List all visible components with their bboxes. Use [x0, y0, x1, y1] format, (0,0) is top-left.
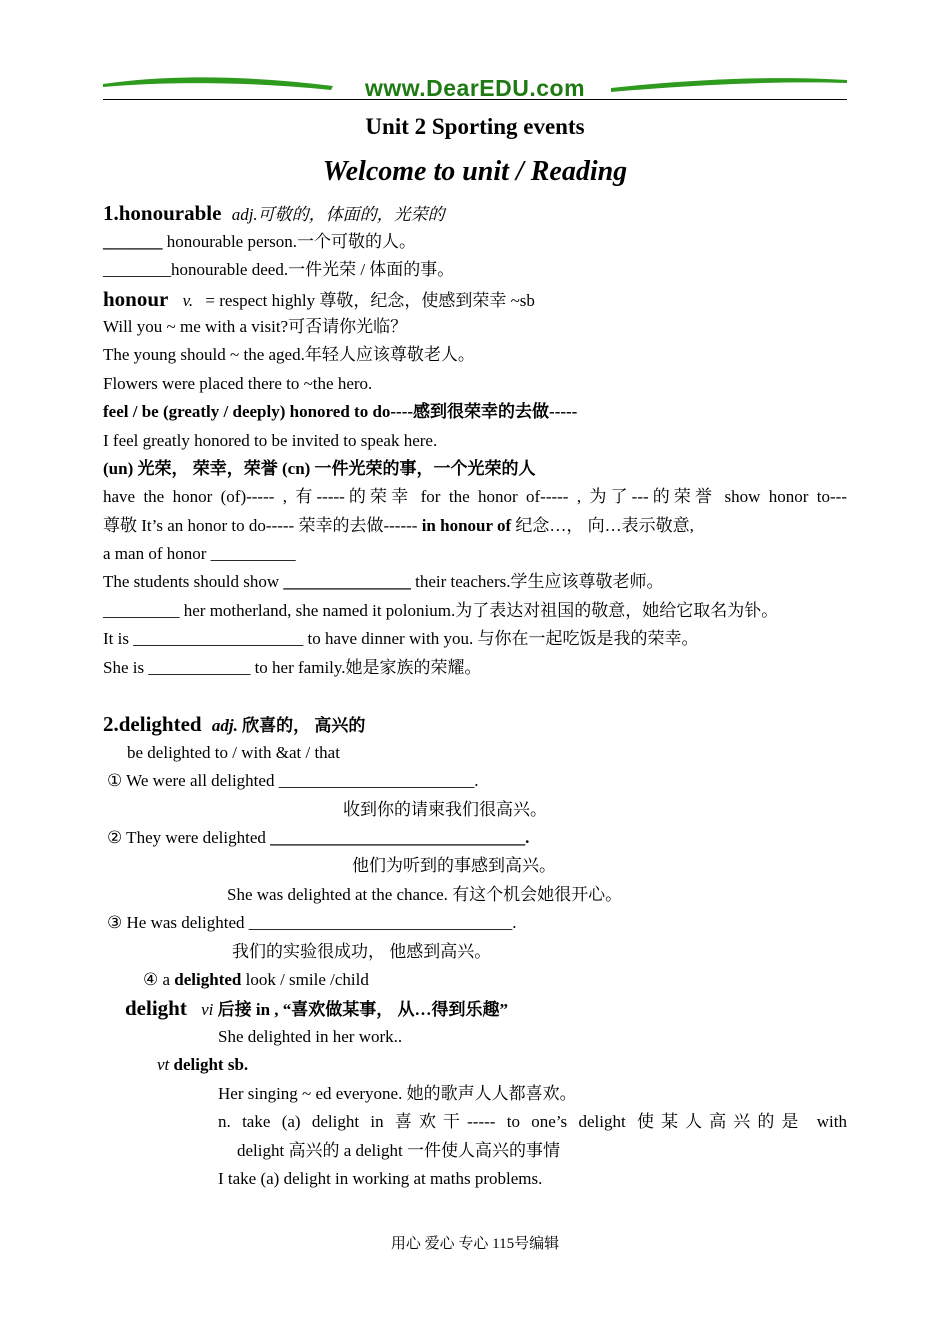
part-of-speech: vi: [201, 1000, 214, 1019]
translation-line: 他们为听到的事感到高兴。: [352, 856, 556, 875]
example-line: ________honourable deed.一件光荣 / 体面的事。: [103, 260, 455, 279]
example-line: Will you ~ me with a visit?可否请你光临？: [103, 317, 408, 336]
phrase-text: 尊敬 It’s an honor to do----- 荣幸的去做------: [103, 516, 422, 535]
exercise-line: She is ____________ to her family.她是家族的荣耀。: [103, 658, 482, 677]
example-line: Flowers were placed there to ~the hero.: [103, 374, 373, 393]
site-logo[interactable]: www.DearEDU.com: [364, 75, 586, 101]
page-footer: 用心 爱心 专心 115号编辑: [390, 1236, 560, 1252]
exercise-text: their teachers.学生应该尊敬老师。: [410, 572, 664, 591]
headword: honour: [103, 287, 169, 311]
phrase-line: feel / be (greatly / deeply) honored to do----感到很荣幸的去做-----: [103, 402, 578, 421]
example-line: [143, 968, 369, 992]
exercise-line: [107, 826, 529, 850]
example-line: I take (a) delight in working at maths problems.: [218, 1169, 543, 1188]
definition: 欣喜的， 高兴的: [237, 716, 366, 735]
usage-text: delight sb.: [169, 1055, 249, 1074]
blank: _______________: [283, 572, 411, 591]
translation-line: 收到你的请柬我们很高兴。: [343, 800, 547, 819]
headword: delight: [125, 996, 187, 1020]
headword: 1.honourable: [103, 201, 222, 225]
blank: _______: [103, 232, 163, 251]
part-of-speech: adj.可敬的，体面的，光荣的: [231, 205, 445, 224]
honour-heading: [103, 287, 535, 313]
usage-line: be delighted to / with &at / that: [127, 743, 340, 762]
example-line: The young should ~ the aged.年轻人应该尊敬老人。: [103, 345, 475, 364]
header-divider: [103, 99, 847, 100]
example-line: She was delighted at the chance. 有这个机会她很开心。: [227, 885, 623, 904]
phrase-line: [103, 514, 694, 538]
exercise-line: It is ____________________ to have dinner with you. 与你在一起吃饭是我的荣幸。: [103, 629, 699, 648]
section1-heading: [103, 201, 445, 227]
usage-line: [157, 1053, 248, 1077]
page-subtitle: Welcome to unit / Reading: [322, 156, 628, 187]
phrase-bold: in honour of: [421, 516, 512, 535]
phrase-line: delight 高兴的 a delight 一件使人高兴的事情: [237, 1141, 560, 1160]
example-text: honourable person.一个可敬的人。: [162, 232, 417, 251]
exercise-text: ② They were delighted: [107, 828, 271, 847]
part-of-speech: v.: [182, 291, 194, 310]
headword: 2.delighted: [103, 712, 202, 736]
example-text: ④ a: [143, 970, 175, 989]
noun-usage-line: (un) 光荣， 荣幸，荣誉 (cn) 一件光荣的事，一个光荣的人: [103, 459, 536, 478]
exercise-line: ③ He was delighted _______________________________.: [107, 913, 517, 932]
exercise-line: [103, 570, 663, 594]
part-of-speech: vt: [157, 1055, 170, 1074]
example-bold: delighted: [174, 970, 242, 989]
page-title: Unit 2 Sporting events: [365, 114, 585, 139]
delight-heading: [125, 996, 508, 1022]
phrase-line: n. take (a) delight in 喜欢干----- to one’s delight 使某人高兴的是 with: [218, 1112, 847, 1131]
definition: 后接 in , “喜欢做某事， 从…得到乐趣”: [213, 1000, 509, 1019]
blank: ______________________________.: [270, 828, 530, 847]
exercise-line: ① We were all delighted _______________________.: [107, 771, 479, 790]
exercise-text: The students should show: [103, 572, 284, 591]
exercise-line: _________ her motherland, she named it polonium.为了表达对祖国的敬意，她给它取名为钋。: [103, 601, 779, 620]
translation-line: 我们的实验很成功， 他感到高兴。: [232, 942, 492, 961]
part-of-speech: adj.: [211, 716, 238, 735]
example-line: Her singing ~ ed everyone. 她的歌声人人都喜欢。: [218, 1084, 577, 1103]
example-line: [103, 230, 416, 254]
example-line: She delighted in her work..: [218, 1027, 403, 1046]
definition: = respect highly 尊敬，纪念，使感到荣幸 ~sb: [205, 291, 535, 310]
phrase-text: 纪念…， 向…表示敬意,: [511, 516, 694, 535]
example-line: I feel greatly honored to be invited to speak here.: [103, 431, 438, 450]
phrase-line: have the honor (of)----- , 有-----的荣幸 for the honor of----- , 为了---的荣誉 show honor to---: [103, 487, 847, 506]
example-text: look / smile /child: [241, 970, 369, 989]
exercise-line: a man of honor __________: [103, 544, 296, 563]
section2-heading: [103, 712, 365, 738]
